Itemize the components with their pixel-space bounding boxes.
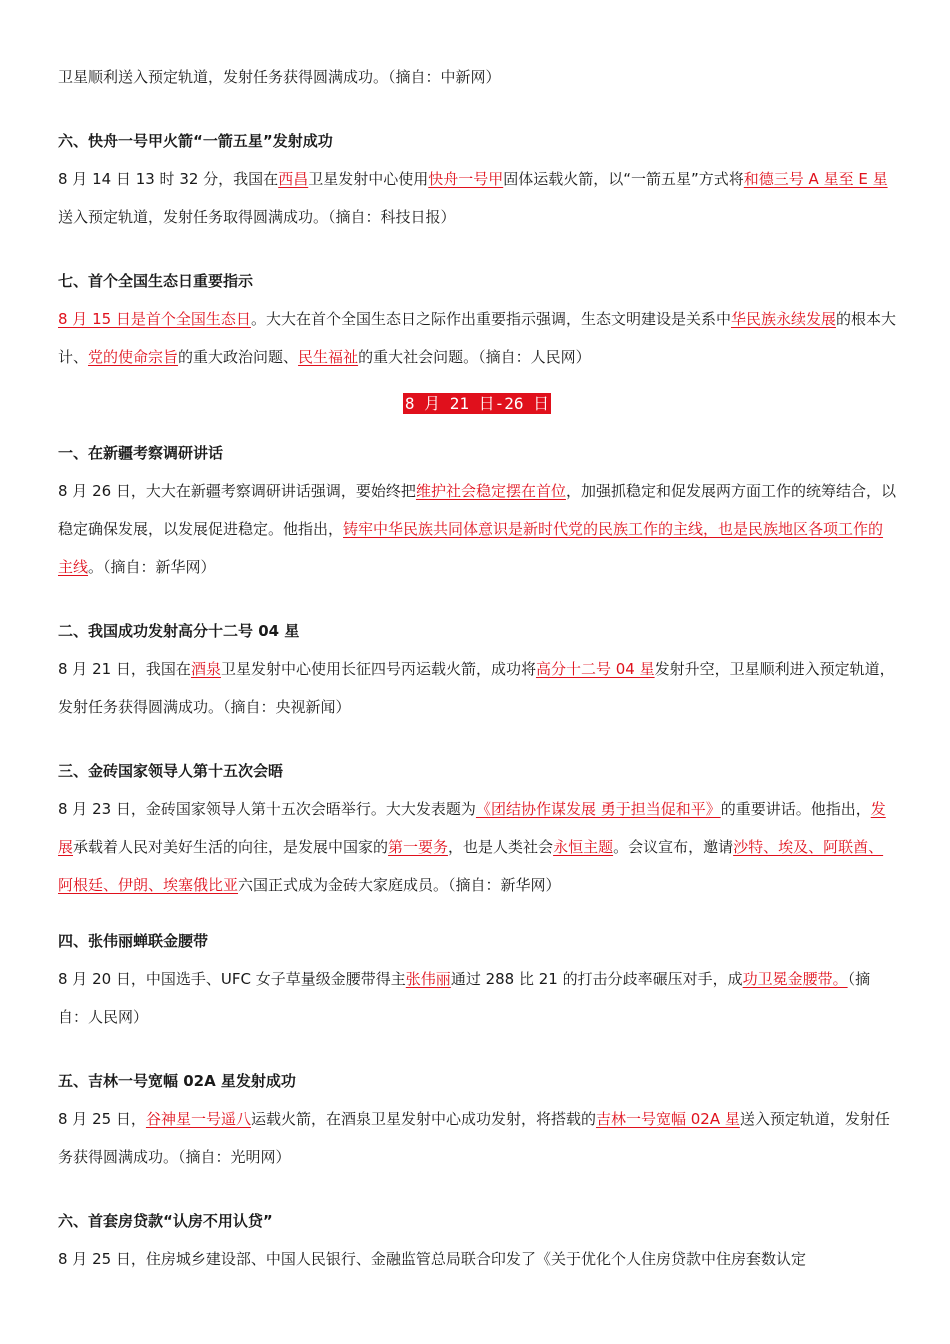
section-body-ecology: 8 月 15 日是首个全国生态日。大大在首个全国生态日之际作出重要指示强调，生态文明建设是关系中华民族永续发展的根本大计、党的使命宗旨的重大政治问题、民生福祉的重大社会问题。（摘自：人民网）	[58, 310, 896, 366]
highlight-new-members: 沙特、埃及、阿联酋、阿根廷、伊朗、埃塞俄比亚	[58, 838, 884, 894]
highlight-community: 铸牢中华民族共同体意识是新时代党的民族工作的主线，也是民族地区各项工作的主线	[58, 520, 884, 576]
highlight-xichang: 西昌	[278, 170, 309, 188]
section-body-brics: 8 月 23 日，金砖国家领导人第十五次会晤举行。大大发表题为《团结协作谋发展 勇于担当促和平》的重要讲话。他指出，发展承载着人民对美好生活的向往，是发展中国家的第一要务，也是人类社会永恒主题。会议宣布，邀请沙特、埃及、阿联酋、阿根廷、伊朗、埃塞俄比亚六国正式成为金砖大家庭成员。（摘自：新华网）	[58, 800, 886, 894]
highlight-jilin: 吉林一号宽幅 02A 星	[595, 1110, 740, 1128]
intro-paragraph: 卫星顺利送入预定轨道，发射任务获得圆满成功。（摘自：中新网）	[58, 68, 501, 86]
date-banner-row	[58, 384, 896, 424]
section-body-jilin: 8 月 25 日，谷神星一号遥八运载火箭，在酒泉卫星发射中心成功发射，将搭载的吉林一号宽幅 02A 星送入预定轨道，发射任务获得圆满成功。（摘自：光明网）	[58, 1110, 890, 1166]
highlight-zhangweili: 张伟丽	[405, 970, 451, 988]
date-banner: 8 月 21 日-26 日	[404, 394, 550, 413]
section-heading-zhangweili: 四、张伟丽蝉联金腰带	[58, 932, 209, 950]
section-body-mortgage: 8 月 25 日，住房城乡建设部、中国人民银行、金融监管总局联合印发了《关于优化个人住房贷款中住房套数认定	[58, 1250, 806, 1268]
highlight-belt: 功卫冕金腰带。	[742, 970, 848, 988]
highlight-development: 发展	[58, 800, 886, 856]
section-heading-brics: 三、金砖国家领导人第十五次会晤	[58, 762, 284, 780]
highlight-eternal-theme: 永恒主题	[553, 838, 614, 856]
document-page	[58, 58, 896, 1278]
highlight-stability: 维护社会稳定摆在首位	[415, 482, 566, 500]
highlight-mission: 党的使命宗旨	[88, 348, 179, 366]
section-heading-kuaizhou: 六、快舟一号甲火箭“一箭五星”发射成功	[58, 132, 333, 150]
highlight-gaofen: 高分十二号 04 星	[535, 660, 655, 678]
section-body-gaofen: 8 月 21 日，我国在酒泉卫星发射中心使用长征四号丙运载火箭，成功将高分十二号 04 星发射升空，卫星顺利进入预定轨道，发射任务获得圆满成功。（摘自：央视新闻）	[58, 660, 895, 716]
highlight-speech-title: 《团结协作谋发展 勇于担当促和平》	[475, 800, 721, 818]
highlight-wellbeing: 民生福祉	[298, 348, 359, 366]
section-heading-xinjiang: 一、在新疆考察调研讲话	[58, 444, 224, 462]
highlight-kuaizhou: 快舟一号甲	[428, 170, 504, 188]
highlight-hede: 和德三号 A 星至 E 星	[743, 170, 888, 188]
section-body-kuaizhou: 8 月 14 日 13 时 32 分，我国在西昌卫星发射中心使用快舟一号甲固体运载火箭，以“一箭五星”方式将和德三号 A 星至 E 星送入预定轨道，发射任务取得圆满成功。（摘自：科技日报）	[58, 170, 888, 226]
highlight-ecology-day: 8 月 15 日是首个全国生态日	[58, 310, 251, 328]
section-body-xinjiang: 8 月 26 日，大大在新疆考察调研讲话强调，要始终把维护社会稳定摆在首位，加强抓稳定和促发展两方面工作的统筹结合，以稳定确保发展，以发展促进稳定。他指出，铸牢中华民族共同体意识是新时代党的民族工作的主线，也是民族地区各项工作的主线。（摘自：新华网）	[58, 482, 896, 576]
section-heading-jilin: 五、吉林一号宽幅 02A 星发射成功	[58, 1072, 296, 1090]
section-heading-ecology: 七、首个全国生态日重要指示	[58, 272, 254, 290]
highlight-jiuquan: 酒泉	[190, 660, 221, 678]
highlight-first-task: 第一要务	[388, 838, 449, 856]
highlight-gushenxing: 谷神星一号遥八	[145, 1110, 251, 1128]
section-body-zhangweili: 8 月 20 日，中国选手、UFC 女子草量级金腰带得主张伟丽通过 288 比 21 的打击分歧率碾压对手，成功卫冕金腰带。（摘自：人民网）	[58, 970, 871, 1026]
section-heading-gaofen: 二、我国成功发射高分十二号 04 星	[58, 622, 300, 640]
section-heading-mortgage: 六、首套房贷款“认房不用认贷”	[58, 1212, 273, 1230]
highlight-nation: 华民族永续发展	[730, 310, 836, 328]
